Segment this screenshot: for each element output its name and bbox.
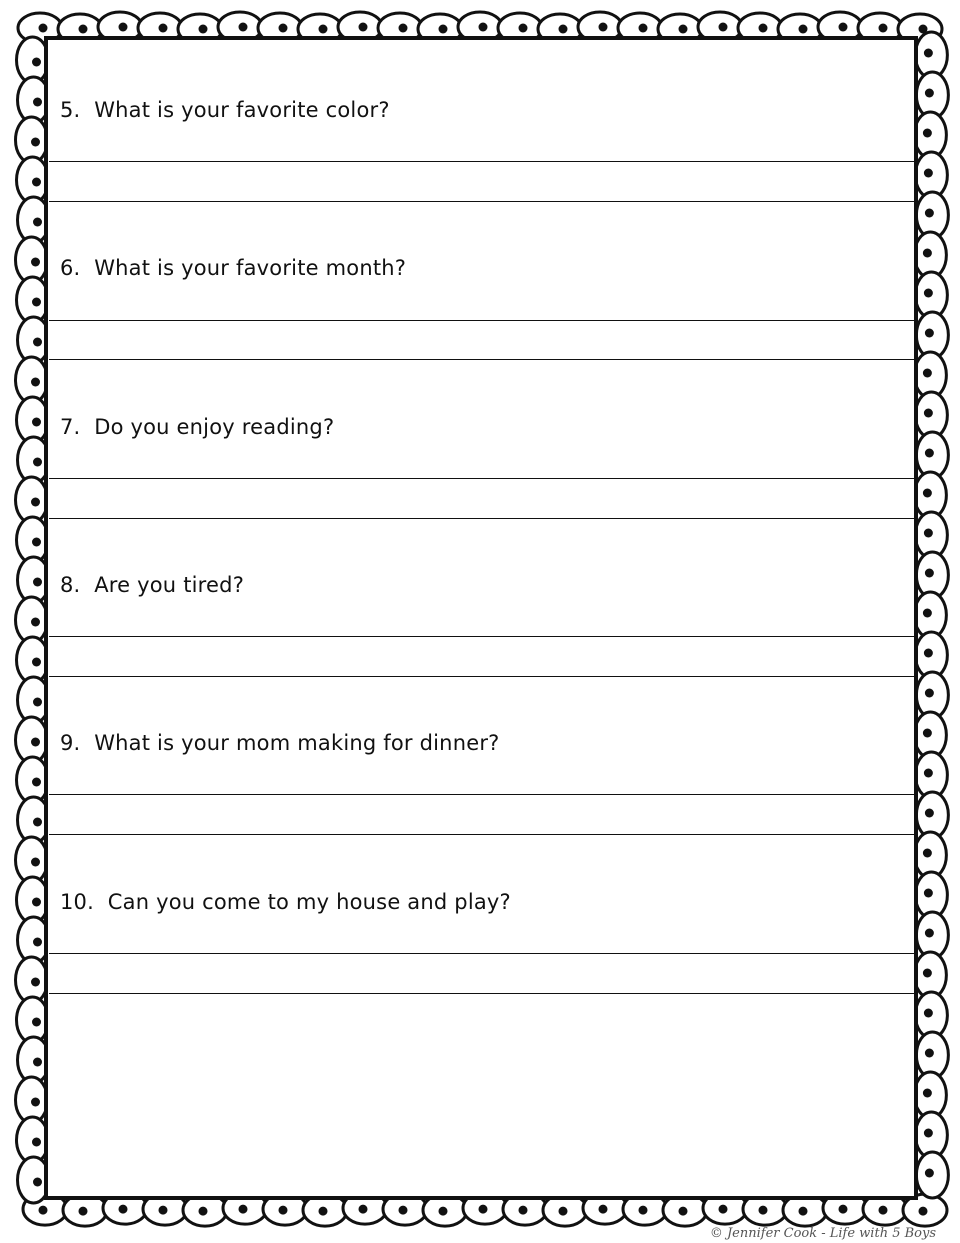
scallop-dot: [199, 25, 208, 34]
scallop-dot: [279, 24, 288, 33]
scallop-dot: [31, 618, 40, 627]
scallop-dot: [719, 1205, 728, 1214]
scallop-dot: [759, 24, 768, 33]
scallop-dot: [39, 1206, 48, 1215]
copyright-notice: © Jennifer Cook - Life with 5 Boys: [709, 1226, 936, 1241]
answer-line[interactable]: [49, 636, 914, 637]
scallop-dot: [925, 1169, 934, 1178]
scallop-dot: [839, 23, 848, 32]
scallop-dot: [519, 24, 528, 33]
question-8-prompt: Are you tired?: [94, 573, 245, 597]
answer-line[interactable]: [49, 201, 914, 202]
scallop-dot: [33, 1178, 42, 1187]
scallop-dot: [32, 778, 41, 787]
scallop-dot: [31, 858, 40, 867]
scallop-dot: [32, 58, 41, 67]
answer-line[interactable]: [49, 794, 914, 795]
scallop-dot: [31, 978, 40, 987]
answer-line[interactable]: [49, 320, 914, 321]
scallop-dot: [31, 738, 40, 747]
scallop-dot: [925, 689, 934, 698]
answer-line[interactable]: [49, 953, 914, 954]
scallop-dot: [33, 218, 42, 227]
scallop-dot: [319, 25, 328, 34]
scallop-dot: [31, 138, 40, 147]
scallop-dot: [31, 1098, 40, 1107]
scallop-dot: [839, 1205, 848, 1214]
answer-line[interactable]: [49, 161, 914, 162]
question-9-number: 9.: [60, 731, 81, 755]
scallop-dot: [924, 409, 933, 418]
scallop-dot: [924, 529, 933, 538]
scallop-dot: [279, 1206, 288, 1215]
scallop-dot: [799, 1207, 808, 1216]
scallop-dot: [599, 23, 608, 32]
question-10-number: 10.: [60, 890, 94, 914]
scallop-dot: [559, 25, 568, 34]
answer-line[interactable]: [49, 993, 914, 994]
scallop-dot: [33, 578, 42, 587]
scallop-dot: [159, 1206, 168, 1215]
scallop-dot: [32, 178, 41, 187]
scallop-dot: [924, 289, 933, 298]
question-7-number: 7.: [60, 415, 81, 439]
scallop-dot: [799, 25, 808, 34]
scallop-dot: [924, 649, 933, 658]
question-7-prompt: Do you enjoy reading?: [94, 415, 335, 439]
scallop-dot: [33, 338, 42, 347]
scallop-dot: [32, 1138, 41, 1147]
scallop-dot: [925, 809, 934, 818]
scallop-dot: [559, 1207, 568, 1216]
scallop-dot: [879, 24, 888, 33]
scallop-dot: [639, 1206, 648, 1215]
scallop-dot: [399, 24, 408, 33]
scallop-dot: [519, 1206, 528, 1215]
question-8-number: 8.: [60, 573, 81, 597]
answer-line[interactable]: [49, 478, 914, 479]
scallop-dot: [919, 1207, 928, 1216]
scallop-dot: [32, 1018, 41, 1027]
question-8-text: [60, 573, 244, 597]
scallop-dot: [923, 489, 932, 498]
scallop-dot: [33, 698, 42, 707]
question-10-text: [60, 890, 511, 914]
scallop-dot: [925, 569, 934, 578]
scallop-dot: [923, 609, 932, 618]
scallop-dot: [925, 929, 934, 938]
scallop-dot: [924, 49, 933, 58]
question-5-text: [60, 98, 390, 122]
scallop-dot: [32, 898, 41, 907]
question-5-prompt: What is your favorite color?: [94, 98, 390, 122]
scallop-dot: [439, 25, 448, 34]
scallop-dot: [923, 129, 932, 138]
answer-line[interactable]: [49, 518, 914, 519]
scallop-dot: [79, 25, 88, 34]
scallop-dot: [925, 209, 934, 218]
scallop-dot: [924, 1129, 933, 1138]
scallop-dot: [33, 818, 42, 827]
scallop-dot: [32, 418, 41, 427]
scallop-dot: [32, 538, 41, 547]
scallop-dot: [119, 23, 128, 32]
scallop-dot: [359, 23, 368, 32]
scallop-dot: [239, 1205, 248, 1214]
scallop-dot: [923, 1089, 932, 1098]
scallop-dot: [32, 298, 41, 307]
scallop-dot: [31, 498, 40, 507]
scallop-dot: [924, 1009, 933, 1018]
scallop-dot: [759, 1206, 768, 1215]
scallop-dot: [923, 849, 932, 858]
scallop-dot: [33, 98, 42, 107]
worksheet-frame: [46, 38, 916, 1198]
scallop-dot: [719, 23, 728, 32]
scallop-dot: [924, 169, 933, 178]
scallop-dot: [924, 769, 933, 778]
question-10-prompt: Can you come to my house and play?: [107, 890, 511, 914]
answer-line[interactable]: [49, 676, 914, 677]
question-6-number: 6.: [60, 256, 81, 280]
scallop-dot: [679, 25, 688, 34]
scallop-dot: [239, 23, 248, 32]
scallop-dot: [79, 1207, 88, 1216]
scallop-dot: [39, 24, 48, 33]
scallop-dot: [925, 89, 934, 98]
scallop-dot: [639, 24, 648, 33]
scallop-dot: [923, 249, 932, 258]
scallop-dot: [159, 24, 168, 33]
scallop-dot: [925, 1049, 934, 1058]
scallop-dot: [924, 889, 933, 898]
scallop-dot: [479, 1205, 488, 1214]
scallop-dot: [923, 969, 932, 978]
scallop-dot: [31, 378, 40, 387]
scallop-dot: [923, 729, 932, 738]
question-9-prompt: What is your mom making for dinner?: [94, 731, 500, 755]
scallop-dot: [33, 938, 42, 947]
scallop-dot: [31, 258, 40, 267]
scallop-dot: [399, 1206, 408, 1215]
scallop-dot: [679, 1207, 688, 1216]
question-9-text: [60, 731, 500, 755]
scallop-dot: [599, 1205, 608, 1214]
scallop-dot: [923, 369, 932, 378]
scallop-dot: [199, 1207, 208, 1216]
scallop-dot: [359, 1205, 368, 1214]
scallop-dot: [33, 1058, 42, 1067]
scallop-dot: [32, 658, 41, 667]
scallop-dot: [319, 1207, 328, 1216]
question-6-prompt: What is your favorite month?: [94, 256, 407, 280]
scallop-dot: [925, 449, 934, 458]
scallop-dot: [33, 458, 42, 467]
scallop-dot: [925, 329, 934, 338]
answer-line[interactable]: [49, 834, 914, 835]
answer-line[interactable]: [49, 359, 914, 360]
question-5-number: 5.: [60, 98, 81, 122]
scallop-dot: [119, 1205, 128, 1214]
question-7-text: [60, 415, 334, 439]
scallop-dot: [439, 1207, 448, 1216]
question-6-text: [60, 256, 406, 280]
scallop-dot: [479, 23, 488, 32]
scallop-dot: [879, 1206, 888, 1215]
